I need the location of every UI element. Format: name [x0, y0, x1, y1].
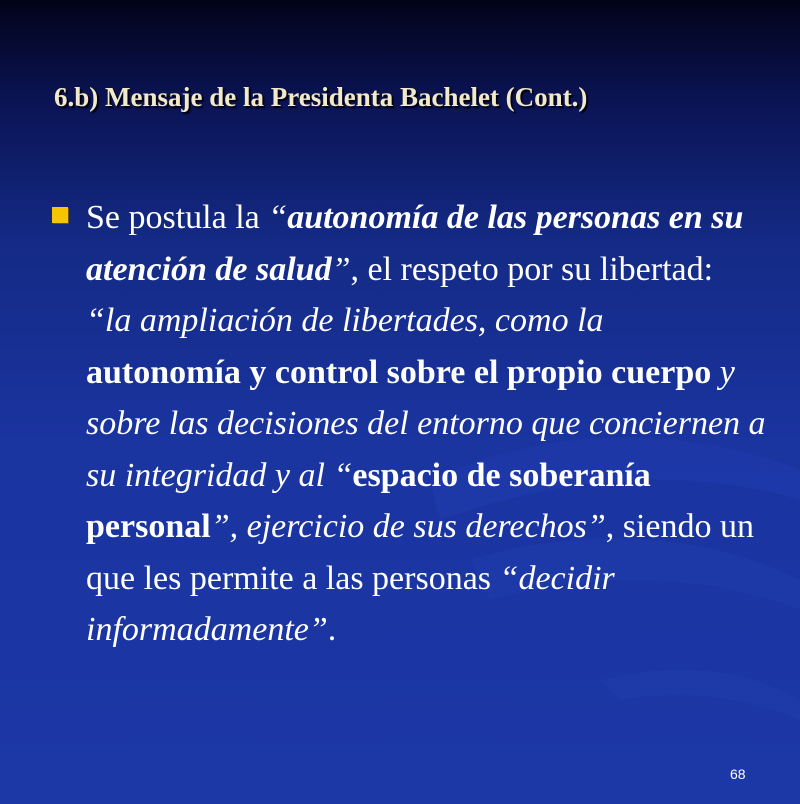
slide-title: 6.b) Mensaje de la Presidenta Bachelet (Cont.): [54, 82, 588, 112]
text-plain: Se postula la: [86, 199, 269, 236]
open-quote: “: [268, 199, 288, 236]
yellow-square-bullet-icon: [52, 207, 68, 223]
quote-autonomia-personas: autonomía de las personas en su atención de salud: [86, 199, 744, 288]
close-quote: ”: [210, 508, 230, 545]
quote-decidir-informadamente: decidir informadamente: [86, 559, 615, 648]
text-plain: , siendo un que les permite a las personas: [86, 508, 755, 597]
open-quote: “: [86, 302, 105, 339]
close-quote: ”: [331, 250, 351, 288]
open-quote: “: [333, 456, 353, 494]
emphasis-espacio-soberania: espacio de soberanía personal: [86, 456, 651, 545]
close-quote: ”: [308, 611, 328, 648]
page-number: 68: [730, 766, 746, 782]
quote-ejercicio-derechos: , ejercicio de sus derechos: [229, 508, 587, 545]
quote-decisiones-entorno: y sobre las decisiones del entorno que conciernen a su integridad y al: [86, 353, 766, 494]
open-quote: “: [499, 559, 519, 597]
bullet-text: [86, 192, 766, 656]
emphasis-autonomia-control: autonomía y control sobre el propio cuerpo: [86, 353, 712, 391]
text-plain: .: [327, 611, 337, 648]
quote-ampliacion-libertades: la ampliación de libertades, como la: [104, 302, 604, 339]
text-plain: , el respeto por su libertad:: [350, 250, 714, 288]
close-quote: ”: [586, 508, 606, 545]
